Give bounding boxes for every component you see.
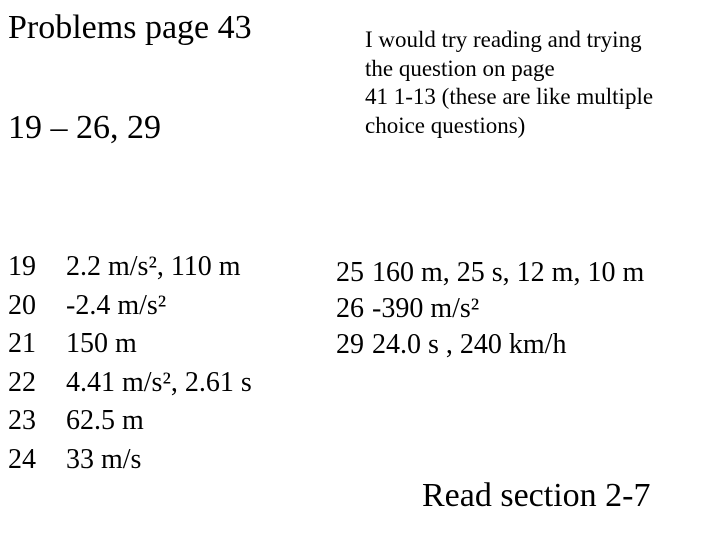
answer-row <box>336 255 644 291</box>
study-note <box>365 26 705 140</box>
study-note-line: choice questions) <box>365 112 526 138</box>
answer-text: 62.5 m <box>66 405 144 436</box>
answer-row <box>8 364 252 403</box>
problem-number: 24 <box>8 443 36 475</box>
problem-number: 21 <box>8 328 36 359</box>
answer-text: -390 m/s² <box>372 293 480 324</box>
problem-number: 29 <box>336 329 364 360</box>
problem-number: 25 <box>336 257 364 288</box>
answer-text: 4.41 m/s², 2.61 s <box>66 366 252 398</box>
answer-row <box>8 287 252 326</box>
answer-text: -2.4 m/s² <box>66 289 167 321</box>
answer-row <box>8 441 252 480</box>
answer-row <box>336 291 644 327</box>
problem-number: 23 <box>8 405 36 436</box>
page-title: Problems page 43 <box>8 9 252 46</box>
study-note-line: 41 1-13 (these are like multiple <box>365 84 654 109</box>
answers-list-right <box>336 255 644 363</box>
answers-list-left <box>8 248 252 479</box>
answer-row <box>8 402 252 441</box>
study-note-line: I would try reading and trying <box>365 27 642 52</box>
problem-number: 26 <box>336 293 364 324</box>
answer-row <box>336 327 644 363</box>
study-note-line: the question on page <box>365 55 555 81</box>
answer-text: 150 m <box>66 328 137 359</box>
answer-text: 33 m/s <box>66 443 142 475</box>
answer-text: 24.0 s , 240 km/h <box>372 329 567 360</box>
answer-text: 2.2 m/s², 110 m <box>66 251 241 282</box>
problem-range: 19 – 26, 29 <box>8 109 161 146</box>
problem-number: 19 <box>8 251 36 282</box>
problem-number: 22 <box>8 366 36 398</box>
answer-row <box>8 325 252 364</box>
problem-number: 20 <box>8 289 36 321</box>
answer-text: 160 m, 25 s, 12 m, 10 m <box>372 257 645 288</box>
answer-row <box>8 248 252 287</box>
reading-assignment: Read section 2-7 <box>422 477 651 514</box>
